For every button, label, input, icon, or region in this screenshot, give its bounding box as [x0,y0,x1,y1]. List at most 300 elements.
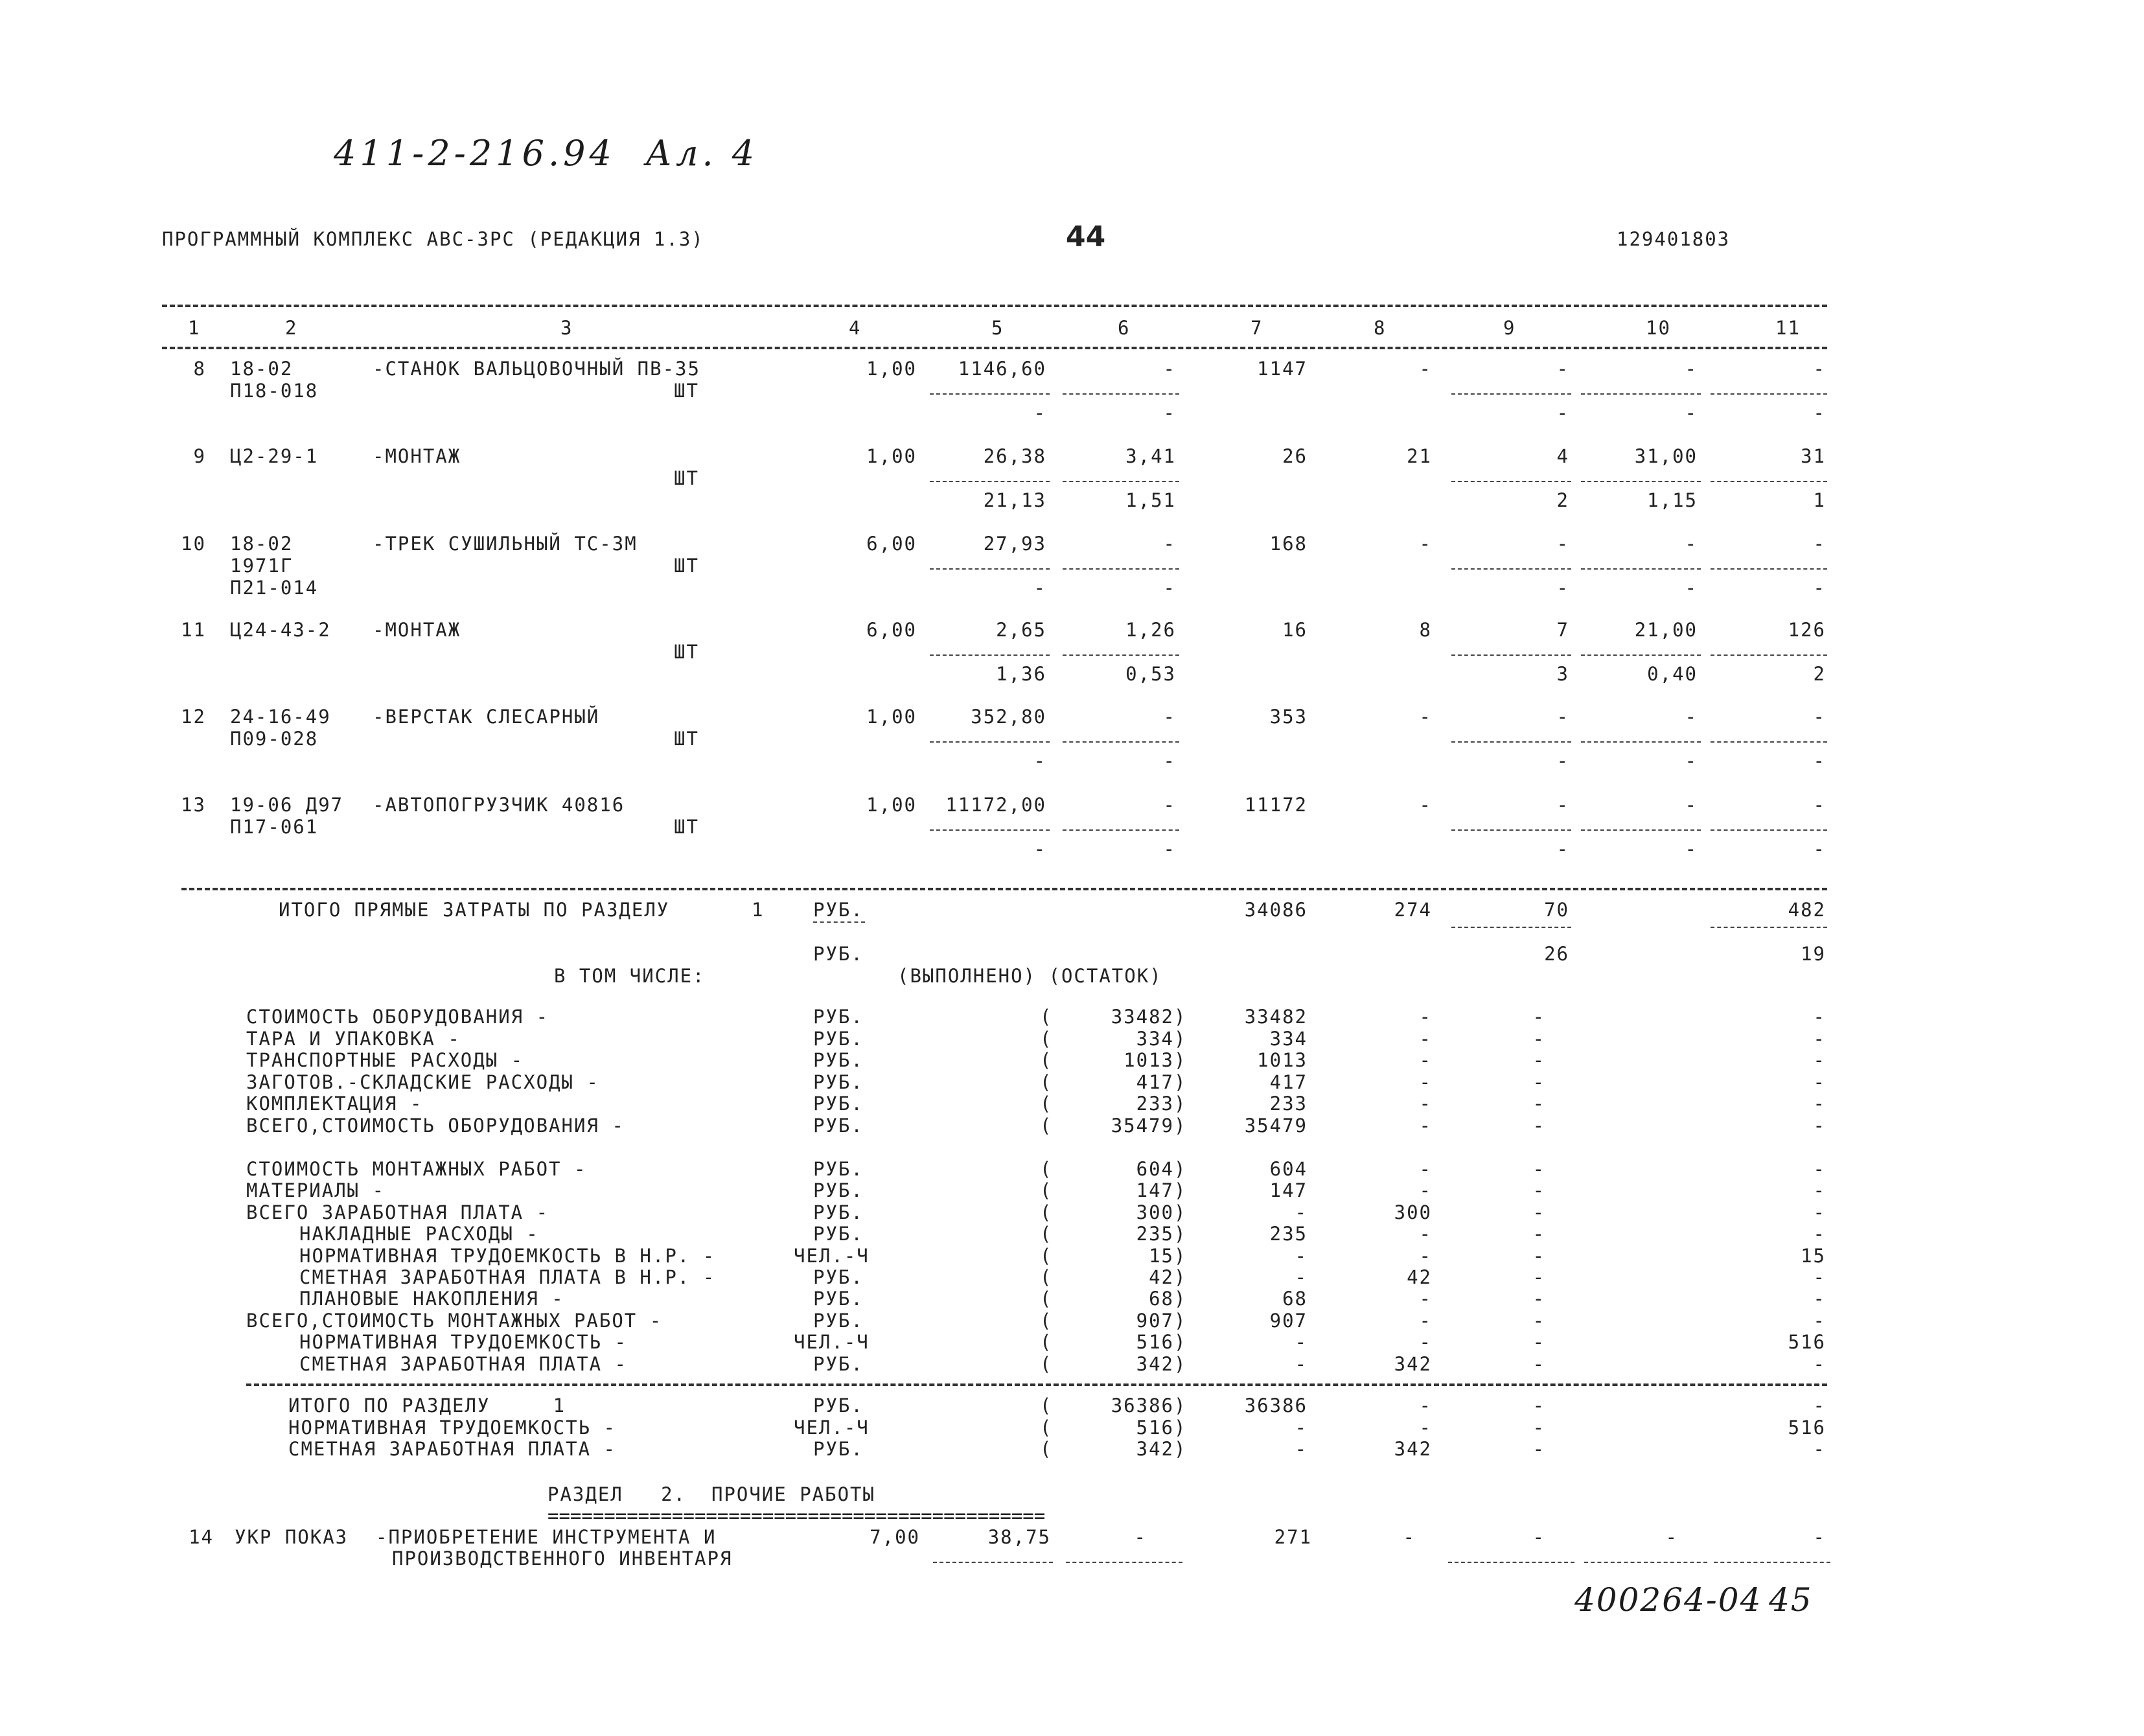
summary-paren-open: ( [1040,1201,1053,1223]
total-direct-unit: РУБ. [813,899,864,921]
row-code: 18-02 [230,533,294,555]
row-cell-c9: - [1556,706,1569,728]
summary-unit: РУБ. [813,1027,864,1050]
summary-paren-open: ( [1040,1114,1053,1137]
summary-c11: 516 [1788,1416,1826,1439]
summary-c7: - [1295,1201,1308,1223]
row-cell-c5: 1146,60 [958,358,1046,380]
column-header-7: 7 [1251,317,1263,339]
total-direct-c8: 274 [1394,899,1432,921]
summary-c8: - [1419,1179,1432,1202]
fraction-line [1714,1562,1830,1563]
summary-c11: - [1813,1049,1826,1071]
fraction-line [1711,741,1827,743]
row-cell-c8: - [1419,706,1432,728]
row-name: -ПРИОБРЕТЕНИЕ ИНСТРУМЕНТА И [376,1526,717,1548]
row-cell-c10: - [1685,794,1698,816]
summary-unit: РУБ. [813,1158,864,1180]
summary-label: СМЕТНАЯ ЗАРАБОТНАЯ ПЛАТА - [288,1438,616,1460]
summary-paren-close: ) [1174,1071,1187,1093]
row-unit: ШТ [674,641,699,663]
summary-c8: - [1419,1416,1432,1439]
row-cell-c5: 26,38 [983,445,1046,467]
row-unit: ШТ [674,555,699,577]
row-cell-c9: - [1532,1526,1545,1548]
summary-c8: - [1419,1158,1432,1180]
summary-remaining: 516 [1136,1416,1174,1439]
program-title: ПРОГРАММНЫЙ КОМПЛЕКС АВС-3РС (РЕДАКЦИЯ 1.3) [162,228,704,250]
row-lower-c11: - [1813,838,1826,860]
column-header-9: 9 [1503,317,1516,339]
summary-unit: РУБ. [813,1288,864,1310]
summary-unit: РУБ. [813,1201,864,1223]
summary-paren-close: ) [1174,1179,1187,1202]
row-cell-c10: 31,00 [1634,445,1698,467]
summary-remaining: 300 [1136,1201,1174,1223]
fraction-line [1066,1562,1182,1563]
summary-c7: 68 [1282,1288,1308,1310]
summary-c11: - [1813,1223,1826,1245]
fraction-line [1063,829,1179,831]
row-cell-c11: - [1813,533,1826,555]
row-lower-c5: - [1033,750,1046,772]
summary-remaining: 233 [1136,1093,1174,1115]
summary-c11: - [1813,1114,1826,1137]
row-lower-c11: - [1813,577,1826,599]
summary-c8: 342 [1394,1438,1432,1460]
summary-c9: - [1532,1027,1545,1050]
fraction-line [1063,393,1179,395]
summary-c8: - [1419,1071,1432,1093]
column-header-3: 3 [560,317,573,339]
row-cell-c11: 126 [1788,619,1826,641]
row-lower-c9: 2 [1556,489,1569,511]
column-header-5: 5 [991,317,1004,339]
row-number: 9 [193,445,206,467]
fraction-line [1581,568,1701,570]
fraction-line [1451,568,1571,570]
summary-c9: - [1532,1438,1545,1460]
row-cell-c7: 271 [1274,1526,1312,1548]
row-cell-c5: 352,80 [971,706,1046,728]
summary-unit: РУБ. [813,1309,864,1332]
summary-paren-open: ( [1040,1288,1053,1310]
summary-c7: 33482 [1244,1006,1308,1028]
summary-c7: 35479 [1244,1114,1308,1137]
row-lower-c6: - [1163,577,1176,599]
summary-paren-close: ) [1174,1244,1187,1267]
summary-c11: - [1813,1201,1826,1223]
summary-c9: - [1532,1114,1545,1137]
row-name: -АВТОПОГРУЗЧИК 40816 [373,794,625,816]
summary-paren-open: ( [1040,1244,1053,1267]
section-2-underline: ============================================ [548,1505,1046,1527]
row-cell-c10: - [1685,533,1698,555]
summary-c7: - [1295,1331,1308,1354]
row-number: 14 [189,1526,214,1548]
summary-label: МАТЕРИАЛЫ - [246,1179,386,1202]
row-cell-c6: - [1163,533,1176,555]
row-cell-c8: - [1419,358,1432,380]
summary-c8: - [1419,1309,1432,1332]
row-cell-c9: - [1556,794,1569,816]
row-cell-c6: - [1163,794,1176,816]
row-cell-c5: 2,65 [996,619,1046,641]
row-lower-c6: - [1163,750,1176,772]
summary-remaining: 33482 [1111,1006,1174,1028]
row-cell-c6: 1,26 [1125,619,1176,641]
summary-label: НОРМАТИВНАЯ ТРУДОЕМКОСТЬ - [299,1331,627,1354]
fraction-line [1581,741,1701,743]
fraction-line [1711,654,1827,656]
row-code: 1971Г [230,555,294,577]
summary-c9: - [1532,1309,1545,1332]
column-header-2: 2 [285,317,298,339]
row-cell-c5: 27,93 [983,533,1046,555]
summary-remaining: 516 [1136,1331,1174,1354]
column-header-1: 1 [188,317,201,339]
summary-paren-close: ) [1174,1027,1187,1050]
handwritten-doc-code: 411-2-216.94 Ал. 4 [334,133,759,174]
fraction-line [1063,741,1179,743]
handwritten-archive-number: 400264-04 [1574,1581,1762,1619]
row-cell-c7: 26 [1282,445,1308,467]
summary-c8: - [1419,1093,1432,1115]
row-unit: ШТ [674,380,699,402]
row-lower-c5: 1,36 [996,663,1046,685]
summary-c11: - [1813,1179,1826,1202]
row-unit: ШТ [674,816,699,838]
summary-remaining: 42 [1149,1266,1174,1288]
summary-unit: ЧЕЛ.-Ч [794,1416,870,1439]
summary-c8: 342 [1394,1352,1432,1375]
row-cell-c7: 16 [1282,619,1308,641]
summary-unit: РУБ. [813,1071,864,1093]
summary-c8: - [1419,1006,1432,1028]
fraction-line [1581,481,1701,482]
row-lower-c5: - [1033,402,1046,424]
summary-c7: 36386 [1244,1395,1308,1417]
summary-c11: - [1813,1352,1826,1375]
handwritten-sheet-number: 45 [1769,1581,1813,1619]
summary-c7: 235 [1269,1223,1308,1245]
summary-label: ВСЕГО,СТОИМОСТЬ МОНТАЖНЫХ РАБОТ - [246,1309,663,1332]
summary-label: НОРМАТИВНАЯ ТРУДОЕМКОСТЬ - [288,1416,616,1439]
fraction-line [1451,654,1571,656]
column-header-10: 10 [1646,317,1671,339]
column-header-6: 6 [1118,317,1131,339]
row-code: 19-06 Д97 [230,794,344,816]
summary-c11: - [1813,1027,1826,1050]
summary-label: СТОИМОСТЬ МОНТАЖНЫХ РАБОТ - [246,1158,587,1180]
row-lower-c5: 21,13 [983,489,1046,511]
summary-paren-close: ) [1174,1416,1187,1439]
row-code: Ц2-29-1 [230,445,319,467]
summary-remaining: 147 [1136,1179,1174,1202]
summary-c9: - [1532,1244,1545,1267]
row-cell-c8: - [1419,533,1432,555]
fraction-line [1448,1562,1574,1563]
summary-c8: - [1419,1395,1432,1417]
summary-c8: - [1419,1114,1432,1137]
row-cell-c9: - [1556,533,1569,555]
row-cell-c5: 38,75 [987,1526,1051,1548]
summary-c7: - [1295,1438,1308,1460]
summary-unit: РУБ. [813,1179,864,1202]
row-cell-qty: 6,00 [866,619,917,641]
summary-label: ВСЕГО,СТОИМОСТЬ ОБОРУДОВАНИЯ - [246,1114,625,1137]
summary-c9: - [1532,1288,1545,1310]
row-cell-c11: - [1813,794,1826,816]
fraction-line [1063,568,1179,570]
row-lower-c10: - [1685,577,1698,599]
row-lower-c9: - [1556,838,1569,860]
row-cell-c7: 168 [1269,533,1308,555]
row-lower-c9: - [1556,577,1569,599]
summary-paren-open: ( [1040,1352,1053,1375]
summary-paren-open: ( [1040,1158,1053,1180]
summary-remaining: 35479 [1111,1114,1174,1137]
summary-remaining: 342 [1136,1352,1174,1375]
row-cell-c11: - [1813,706,1826,728]
summary-label: ТРАНСПОРТНЫЕ РАСХОДЫ - [246,1049,524,1071]
column-header-4: 4 [849,317,862,339]
row-lower-c10: 0,40 [1647,663,1698,685]
summary-label: ЗАГОТОВ.-СКЛАДСКИЕ РАСХОДЫ - [246,1071,599,1093]
summary-c11: - [1813,1006,1826,1028]
row-lower-c6: - [1163,838,1176,860]
row-cell-c11: 31 [1801,445,1826,467]
row-name: -ТРЕК СУШИЛЬНЫЙ ТС-3М [373,533,638,555]
fraction-line [1711,829,1827,831]
summary-unit: РУБ. [813,1223,864,1245]
fraction-line [1451,829,1571,831]
row-name: -МОНТАЖ [373,445,461,467]
row-lower-c11: - [1813,402,1826,424]
row-cell-c6: - [1134,1526,1147,1548]
summary-unit: ЧЕЛ.-Ч [794,1331,870,1354]
total-direct-label: ИТОГО ПРЯМЫЕ ЗАТРАТЫ ПО РАЗДЕЛУ [279,899,670,921]
row-lower-c11: 2 [1813,663,1826,685]
summary-paren-close: ) [1174,1395,1187,1417]
row-code: П17-061 [230,816,319,838]
summary-paren-close: ) [1174,1049,1187,1071]
summary-c7: 417 [1269,1071,1308,1093]
fraction-line [1451,927,1571,928]
summary-paren-open: ( [1040,1331,1053,1354]
summary-remaining: 15 [1149,1244,1174,1267]
header-bottom-rule [162,347,1827,349]
summary-paren-open: ( [1040,1093,1053,1115]
summary-c7: - [1295,1266,1308,1288]
summary-c8: - [1419,1244,1432,1267]
row-cell-c8: - [1419,794,1432,816]
summary-c9: - [1532,1352,1545,1375]
row-cell-c8: 21 [1407,445,1432,467]
summary-c8: - [1419,1223,1432,1245]
summary-c9: - [1532,1158,1545,1180]
summary-label: СТОИМОСТЬ ОБОРУДОВАНИЯ - [246,1006,549,1028]
summary-c9: - [1532,1223,1545,1245]
row-cell-qty: 6,00 [866,533,917,555]
section-total-rule [246,1383,1827,1386]
summary-c9: - [1532,1331,1545,1354]
row-cell-c11: - [1813,358,1826,380]
summary-remaining: 907 [1136,1309,1174,1332]
summary-unit: РУБ. [813,1395,864,1417]
summary-unit: РУБ. [813,1114,864,1137]
row-unit: ШТ [674,728,699,750]
row-code: 18-02 [230,358,294,380]
summary-c7: 604 [1269,1158,1308,1180]
row-cell-c9: - [1556,358,1569,380]
summary-c11: - [1813,1288,1826,1310]
row-code: П09-028 [230,728,319,750]
fraction-line [933,1562,1053,1563]
summary-c7: - [1295,1352,1308,1375]
row-cell-c7: 353 [1269,706,1308,728]
summary-unit: РУБ. [813,1352,864,1375]
row-lower-c5: - [1033,838,1046,860]
row-lower-c6: 0,53 [1125,663,1176,685]
summary-paren-close: ) [1174,1288,1187,1310]
section-2-title: РАЗДЕЛ 2. ПРОЧИЕ РАБОТЫ [548,1483,875,1505]
summary-paren-open: ( [1040,1071,1053,1093]
summary-c9: - [1532,1201,1545,1223]
summary-c7: 1013 [1257,1049,1308,1071]
row-lower-c9: - [1556,750,1569,772]
fraction-line [1581,393,1701,395]
summary-paren-open: ( [1040,1416,1053,1439]
summary-paren-open: ( [1040,1223,1053,1245]
summary-remaining: 604 [1136,1158,1174,1180]
total-direct-lower-c11: 19 [1801,943,1826,965]
row-name-continued: ПРОИЗВОДСТВЕННОГО ИНВЕНТАРЯ [392,1547,733,1569]
summary-c9: - [1532,1179,1545,1202]
row-cell-c6: 3,41 [1125,445,1176,467]
summary-c9: - [1532,1071,1545,1093]
row-cell-c10: 21,00 [1634,619,1698,641]
summary-label: КОМПЛЕКТАЦИЯ - [246,1093,423,1115]
table-top-rule [162,305,1827,307]
summary-c7: 233 [1269,1093,1308,1115]
including-label: В ТОМ ЧИСЛЕ: [554,965,706,987]
summary-paren-close: ) [1174,1114,1187,1137]
summary-c11: - [1813,1395,1826,1417]
fraction-line [1711,927,1827,928]
summary-c8: - [1419,1288,1432,1310]
summary-paren-open: ( [1040,1309,1053,1332]
summary-c8: 300 [1394,1201,1432,1223]
row-number: 12 [181,706,206,728]
row-cell-c8: 8 [1419,619,1432,641]
summary-c11: - [1813,1158,1826,1180]
summary-label: НОРМАТИВНАЯ ТРУДОЕМКОСТЬ В Н.Р. - [299,1244,716,1267]
fraction-line [1711,393,1827,395]
summary-paren-open: ( [1040,1395,1053,1417]
row-lower-c10: - [1685,838,1698,860]
done-remaining-legend: (ВЫПОЛНЕНО) (ОСТАТОК) [897,965,1162,987]
row-cell-c9: 7 [1556,619,1569,641]
row-lower-c10: 1,15 [1647,489,1698,511]
summary-c7: 907 [1269,1309,1308,1332]
row-cell-c6: - [1163,706,1176,728]
row-code: Ц24-43-2 [230,619,331,641]
total-direct-unit-2: РУБ. [813,943,864,965]
summary-unit: РУБ. [813,1093,864,1115]
summary-c7: 147 [1269,1179,1308,1202]
summary-paren-open: ( [1040,1179,1053,1202]
row-number: 13 [181,794,206,816]
summary-paren-close: ) [1174,1093,1187,1115]
summary-c7: 334 [1269,1027,1308,1050]
summary-paren-close: ) [1174,1438,1187,1460]
row-name: -СТАНОК ВАЛЬЦОВОЧНЫЙ ПВ-35 [373,358,700,380]
summary-c11: 516 [1788,1331,1826,1354]
summary-paren-close: ) [1174,1006,1187,1028]
summary-paren-close: ) [1174,1158,1187,1180]
summary-paren-open: ( [1040,1438,1053,1460]
total-direct-lower-c9: 26 [1544,943,1569,965]
summary-c11: 15 [1801,1244,1826,1267]
row-lower-c9: - [1556,402,1569,424]
summary-c7: - [1295,1244,1308,1267]
summary-c8: - [1419,1027,1432,1050]
row-unit: ШТ [674,467,699,489]
row-cell-qty: 1,00 [866,445,917,467]
summary-c11: - [1813,1071,1826,1093]
row-cell-c10: - [1685,358,1698,380]
summary-c9: - [1532,1093,1545,1115]
summary-paren-open: ( [1040,1006,1053,1028]
fraction-line [930,741,1050,743]
total-direct-c7: 34086 [1244,899,1308,921]
row-lower-c9: 3 [1556,663,1569,685]
row-code: П18-018 [230,380,319,402]
summary-c11: - [1813,1309,1826,1332]
summary-remaining: 68 [1149,1288,1174,1310]
row-name: -ВЕРСТАК СЛЕСАРНЫЙ [373,706,600,728]
row-code: 24-16-49 [230,706,331,728]
summary-label: ТАРА И УПАКОВКА - [246,1027,461,1050]
fraction-line [1711,568,1827,570]
unit-underline [813,921,865,923]
fraction-line [930,481,1050,482]
summary-label: НАКЛАДНЫЕ РАСХОДЫ - [299,1223,539,1245]
row-lower-c10: - [1685,402,1698,424]
fraction-line [1711,481,1827,482]
summary-label: ПЛАНОВЫЕ НАКОПЛЕНИЯ - [299,1288,564,1310]
summary-unit: РУБ. [813,1266,864,1288]
summary-paren-close: ) [1174,1309,1187,1332]
summary-paren-open: ( [1040,1027,1053,1050]
row-code: П21-014 [230,577,319,599]
column-header-11: 11 [1775,317,1801,339]
summary-label: СМЕТНАЯ ЗАРАБОТНАЯ ПЛАТА - [299,1352,627,1375]
rows-bottom-rule [181,888,1827,890]
summary-c9: - [1532,1266,1545,1288]
summary-unit: РУБ. [813,1049,864,1071]
fraction-line [1063,481,1179,482]
summary-c9: - [1532,1049,1545,1071]
summary-remaining: 417 [1136,1071,1174,1093]
summary-unit: РУБ. [813,1438,864,1460]
summary-label: ВСЕГО ЗАРАБОТНАЯ ПЛАТА - [246,1201,549,1223]
summary-c8: - [1419,1049,1432,1071]
fraction-line [1451,741,1571,743]
row-cell-c7: 11172 [1244,794,1308,816]
summary-paren-close: ) [1174,1352,1187,1375]
